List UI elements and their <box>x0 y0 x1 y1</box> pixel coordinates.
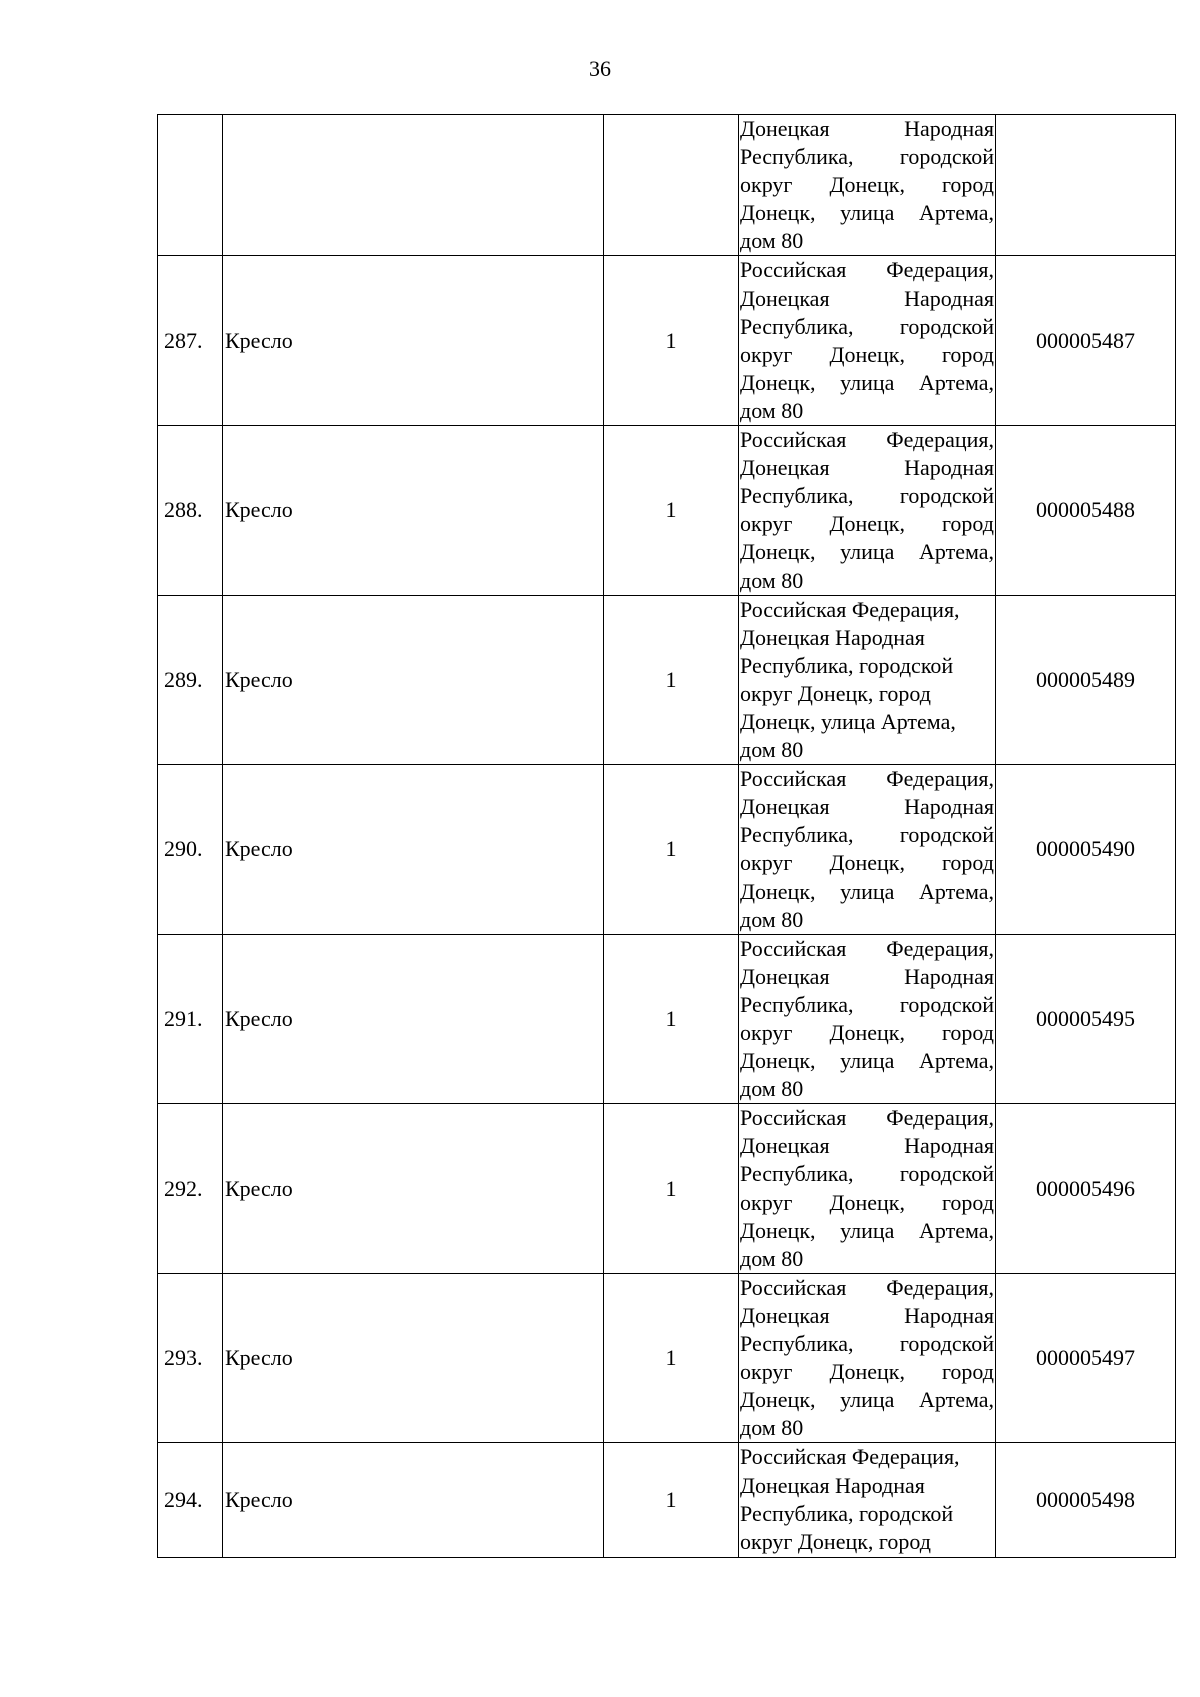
table-row <box>158 595 1176 765</box>
address-cell <box>739 765 996 935</box>
row-number-cell: 291. <box>158 934 223 1104</box>
item-name-cell: Кресло <box>223 1443 604 1558</box>
row-number-cell: 290. <box>158 765 223 935</box>
row-number-cell: 288. <box>158 426 223 596</box>
inventory-number-cell: 000005496 <box>996 1104 1176 1274</box>
item-name-cell: Кресло <box>223 934 604 1104</box>
inventory-number-cell: 000005488 <box>996 426 1176 596</box>
page-number: 36 <box>589 56 611 81</box>
quantity-cell: 1 <box>604 1104 739 1274</box>
quantity-cell: 1 <box>604 595 739 765</box>
quantity-cell: 1 <box>604 1443 739 1558</box>
inventory-number-cell <box>996 115 1176 256</box>
row-number-cell: 292. <box>158 1104 223 1274</box>
address-cell <box>739 256 996 426</box>
table-row <box>158 1443 1176 1558</box>
item-name-cell: Кресло <box>223 426 604 596</box>
address-text: Российская Федерация, Донецкая Народная Республика, городской округ Донецк, город Донецк, улица Артема, дом 80 <box>740 1105 994 1271</box>
quantity-cell: 1 <box>604 256 739 426</box>
table-row <box>158 934 1176 1104</box>
address-text: Донецкая Народная Республика, городской округ Донецк, город Донецк, улица Артема, дом 80 <box>740 116 994 254</box>
row-number-cell <box>158 115 223 256</box>
address-cell <box>739 1104 996 1274</box>
address-text: Российская Федерация, Донецкая Народная Республика, городской округ Донецк, город Донецк, улица Артема, дом 80 <box>740 427 994 593</box>
address-cell <box>739 1273 996 1443</box>
address-text: Российская Федерация, Донецкая Народная Республика, городской округ Донецк, город Донецк, улица Артема, дом 80 <box>740 596 960 763</box>
item-name-cell: Кресло <box>223 595 604 765</box>
quantity-cell <box>604 115 739 256</box>
quantity-cell: 1 <box>604 426 739 596</box>
address-cell <box>739 426 996 596</box>
address-text: Российская Федерация, Донецкая Народная Республика, городской округ Донецк, город Донецк, улица Артема, дом 80 <box>740 935 994 1102</box>
inventory-number-cell: 000005497 <box>996 1273 1176 1443</box>
item-name-cell: Кресло <box>223 765 604 935</box>
row-number-cell: 289. <box>158 595 223 765</box>
table-row <box>158 1104 1176 1274</box>
row-number-cell: 294. <box>158 1443 223 1558</box>
address-text: Российская Федерация, Донецкая Народная Республика, городской округ Донецк, город Донецк, улица Артема, дом 80 <box>740 257 994 423</box>
address-text: Российская Федерация, Донецкая Народная Республика, городской округ Донецк, город <box>740 1444 960 1554</box>
table-row <box>158 426 1176 596</box>
address-text: Российская Федерация, Донецкая Народная Республика, городской округ Донецк, город Донецк, улица Артема, дом 80 <box>740 1274 994 1441</box>
inventory-number-cell: 000005490 <box>996 765 1176 935</box>
quantity-cell: 1 <box>604 1273 739 1443</box>
inventory-number-cell: 000005498 <box>996 1443 1176 1558</box>
row-number-cell: 287. <box>158 256 223 426</box>
table-row <box>158 256 1176 426</box>
item-name-cell: Кресло <box>223 1273 604 1443</box>
quantity-cell: 1 <box>604 934 739 1104</box>
address-cell <box>739 115 996 256</box>
row-number-cell: 293. <box>158 1273 223 1443</box>
address-cell <box>739 1443 996 1558</box>
address-cell <box>739 934 996 1104</box>
inventory-number-cell: 000005487 <box>996 256 1176 426</box>
table-row <box>158 765 1176 935</box>
item-name-cell: Кресло <box>223 1104 604 1274</box>
address-text: Российская Федерация, Донецкая Народная Республика, городской округ Донецк, город Донецк, улица Артема, дом 80 <box>740 766 994 932</box>
item-name-cell: Кресло <box>223 256 604 426</box>
inventory-number-cell: 000005495 <box>996 934 1176 1104</box>
item-name-cell <box>223 115 604 256</box>
inventory-table <box>157 114 1176 1558</box>
table-row <box>158 1273 1176 1443</box>
address-cell <box>739 595 996 765</box>
table-row <box>158 115 1176 256</box>
inventory-number-cell: 000005489 <box>996 595 1176 765</box>
quantity-cell: 1 <box>604 765 739 935</box>
